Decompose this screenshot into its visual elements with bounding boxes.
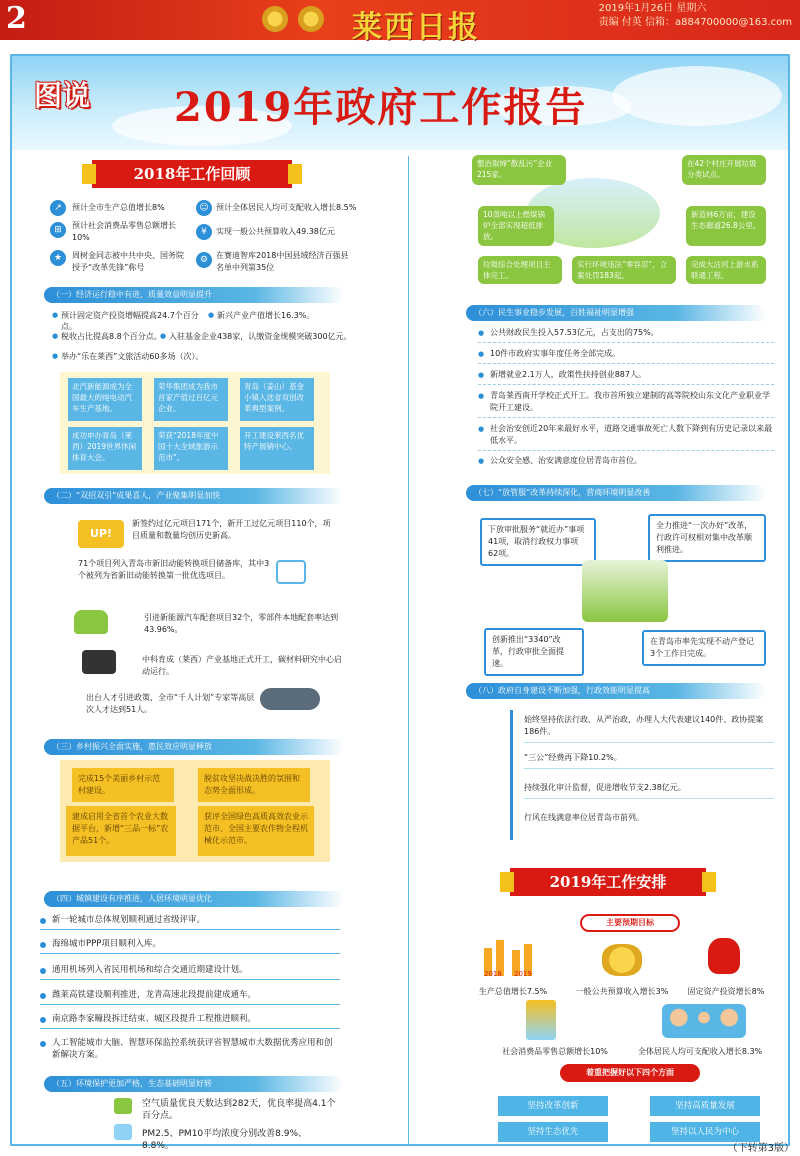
focus-item: 坚持以人民为中心 xyxy=(650,1122,760,1142)
editor-line: 责编 付英 信箱：a884700000@163.com xyxy=(598,17,792,28)
review-ribbon: 2018年工作回顾 xyxy=(92,160,292,188)
air-icon xyxy=(114,1098,132,1114)
village-tile: 建成启用全省首个农业大数据平台，新增“三品一标”农产品51个。 xyxy=(66,806,176,856)
achievement-tile: 青岛（姜山）基金小镇入选省双创改革典型案例。 xyxy=(240,378,314,421)
section-4-header: （四）城镇建设有序推进，人居环境明显优化 xyxy=(44,891,344,907)
reform-bubble: 全力推进“一次办好”改革，行政许可权相对集中改革顺利推进。 xyxy=(648,514,766,562)
highlight-item: 预计全市生产总值增长8% xyxy=(72,203,165,212)
page-number: 2 xyxy=(6,1,27,36)
village-tile: 脱贫攻坚决战决胜的氛围和态势全面形成。 xyxy=(198,768,310,802)
talent-icon xyxy=(260,688,320,710)
section-4-item: 南京路李家疃段拆迁结束、城区段提升工程推进顺利。 xyxy=(40,1011,340,1029)
service-illustration xyxy=(582,560,668,622)
section-4-item: 海绵城市PPP项目顺利入库。 xyxy=(40,936,340,954)
plan-ribbon: 2019年工作安排 xyxy=(510,868,706,896)
section-6-item: ● 新增就业2.1万人，政策性扶持创业887人。 xyxy=(478,366,774,385)
section-2-item: 出台人才引进政策，全市“千人计划”专家等高层次人才达到51人。 xyxy=(86,693,255,714)
section-1-bullet: ● 预计固定资产投资增幅提高24.7个百分点。 xyxy=(52,310,202,332)
section-1-bullet: ● 举办“乐在莱西”文旅活动60多场（次）。 xyxy=(52,351,272,362)
section-6-header: （六）民生事业稳步发展，百姓福祉明显增强 xyxy=(466,305,766,321)
continued-note: （下转第3版） xyxy=(727,1143,794,1154)
up-icon: UP! xyxy=(78,520,124,548)
reform-bubble: 下放审批服务“就近办”事项41项，取消行政权力事项62项。 xyxy=(480,518,596,566)
section-6-item: ● 公共财政民生投入57.53亿元，占支出的75%。 xyxy=(478,324,774,343)
targets-tag: 主要预期目标 xyxy=(580,914,680,932)
emblem-icon xyxy=(262,6,288,32)
section-8-item: 行风在线满意率位居青岛市前列。 xyxy=(524,813,644,822)
chart-year: 2019 xyxy=(514,970,532,978)
highlight-item: 周树金同志被中共中央、国务院授予“改革先锋”称号 xyxy=(72,251,184,272)
chart-icon: ↗ xyxy=(50,200,66,216)
masthead xyxy=(0,0,800,45)
section-5-item: 空气质量优良天数达到282天，优良率提高4.1个百分点。 xyxy=(142,1099,336,1121)
section-1-bullet: ● 新兴产业产值增长16.3%。 xyxy=(208,310,348,321)
section-6-item: ● 社会治安创近20年来最好水平，道路交通事故死亡人数下降到有历史记录以来最低水平。 xyxy=(478,420,774,451)
issue-date: 2019年1月26日 星期六 xyxy=(598,3,707,14)
section-5-item: PM2.5、PM10平均浓度分别改善8.9%、8.8%。 xyxy=(142,1129,308,1151)
banner-tag: 图说 xyxy=(34,79,91,112)
highlight-item: 实现一般公共预算收入49.38亿元 xyxy=(216,227,335,236)
section-6-item: ● 10件市政府实事年度任务全部完成。 xyxy=(478,345,774,364)
section-6-item: ● 公众安全感、治安满意度位居青岛市首位。 xyxy=(478,452,774,470)
section-2-item: 引进新能源汽车配套项目32个，零部件本地配套率达到43.96%。 xyxy=(144,613,339,634)
section-2-item: 71个项目列入青岛市新旧动能转换项目储备库，其中3个被列为省新旧动能转换第一批优选项目。 xyxy=(78,559,270,580)
car-icon xyxy=(74,610,108,634)
focus-item: 坚持改革创新 xyxy=(498,1096,608,1116)
money-bag-icon xyxy=(708,938,740,974)
focus-item: 坚持高质量发展 xyxy=(650,1096,760,1116)
section-8-item: 持续强化审计监督，促进增收节支2.38亿元。 xyxy=(524,782,774,799)
section-6-item: ● 青岛莱西南开学校正式开工。我市首所独立建制的高等院校山东文化产业职业学院开工建设。 xyxy=(478,387,774,418)
coin-icon: ¥ xyxy=(196,224,212,240)
section-4-item: 通用机场列入省民用机场和综合交通近期建设计划。 xyxy=(40,962,340,980)
transform-icon xyxy=(276,560,306,584)
section-4-item: 新一轮城市总体规划顺利通过省级评审。 xyxy=(40,912,340,930)
target-label: 一般公共预算收入增长3% xyxy=(575,987,669,996)
title-banner xyxy=(12,56,788,150)
page-title: 2019年政府工作报告 xyxy=(174,84,588,131)
medal-icon: ★ xyxy=(50,250,66,266)
section-8-header: （八）政府自身建设不断加强，行政效能明显提高 xyxy=(466,683,766,699)
focus-tag: 着重把握好以下四个方面 xyxy=(560,1064,700,1082)
reform-bubble: 在青岛市率先实现不动产登记3个工作日完成。 xyxy=(642,630,766,666)
achievement-tile: 荣华集团成为我市首家产值过百亿元企业。 xyxy=(154,378,228,421)
target-label: 社会消费品零售总额增长10% xyxy=(502,1047,608,1056)
section-2-item: 中科育成（莱西）产业基地正式开工，碳材料研究中心启动运行。 xyxy=(142,655,342,676)
highlight-item: 预计社会消费品零售总额增长10% xyxy=(72,221,176,242)
achievement-tile: 成功申办青岛（莱西）2019世界休闲体育大会。 xyxy=(68,427,142,470)
section-5-header: （五）环境保护更加严格，生态基础明显好转 xyxy=(44,1076,344,1092)
eco-tile: 整治取缔“散乱污”企业215家。 xyxy=(472,155,566,185)
focus-item: 坚持生态优先 xyxy=(498,1122,608,1142)
highlight-item: 预计全体居民人均可支配收入增长8.5% xyxy=(216,203,357,212)
pm-icon xyxy=(114,1124,132,1140)
masthead-info xyxy=(599,2,792,30)
section-8-item: “三公”经费再下降10.2%。 xyxy=(524,752,774,769)
target-label: 固定资产投资增长8% xyxy=(687,987,765,996)
section-7-header: （七）“放管服”改革持续深化，营商环境明显改善 xyxy=(466,485,766,501)
section-3-header: （三）乡村振兴全面实施，惠民效应明显释放 xyxy=(44,739,344,755)
section-1-header: （一）经济运行稳中有进，质量效益明显提升 xyxy=(44,287,344,303)
people-icon: ☺ xyxy=(196,200,212,216)
eco-tile: 垃圾综合处理项目主体完工。 xyxy=(478,256,562,284)
party-emblem-icon xyxy=(298,6,324,32)
eco-tile: 在42个村庄开展垃圾分类试点。 xyxy=(682,155,766,185)
section-1-bullet: ● 税收占比提高8.8个百分点。 xyxy=(52,331,172,342)
material-icon xyxy=(82,650,116,674)
page-frame xyxy=(10,54,790,1146)
paper-name: 莱西日报 xyxy=(352,10,480,45)
section-2-item: 新签约过亿元项目171个，新开工过亿元项目110个，项目质量和数量均创历史新高。 xyxy=(132,519,331,540)
eco-tile: 完成大沽河上游水系联通工程。 xyxy=(686,256,766,284)
achievement-tile: 开工建设莱西名优特产展销中心。 xyxy=(240,427,314,470)
eco-tile: 新造林6万亩，建设生态廊道26.8公里。 xyxy=(686,206,766,246)
village-tile: 获评全国绿色高质高效农业示范市、全国主要农作物全程机械化示范市。 xyxy=(198,806,314,856)
achievement-tile: 北汽新能源成为全国最大的纯电动汽车生产基地。 xyxy=(68,378,142,421)
chart-year: 2018 xyxy=(484,970,502,978)
reform-bubble: 创新推出“3340”改革，行政审批全面提速。 xyxy=(484,628,584,676)
shop-icon xyxy=(526,1000,556,1040)
cart-icon: ⊞ xyxy=(50,222,66,238)
target-label: 生产总值增长7.5% xyxy=(478,987,548,996)
coins-icon xyxy=(602,944,642,976)
achievement-tile: 荣获“2018年度中国十大全域旅游示范市”。 xyxy=(154,427,228,470)
gear-icon: ⚙ xyxy=(196,252,212,268)
section-4-item: 人工智能城市大脑、智慧环保监控系统获评省智慧城市大数据优秀应用和创新解决方案。 xyxy=(40,1035,340,1064)
eco-tile: 实行环境违法“零容忍”，立案处罚183起。 xyxy=(572,256,676,284)
eco-tile: 10蒸吨以上燃煤锅炉全部实现超低排放。 xyxy=(478,206,554,246)
section-4-item: 潍莱高铁建设顺利推进，龙青高速北段提前建成通车。 xyxy=(40,987,340,1005)
section-2-header: （二）“双招双引”成果喜人，产业聚集明显加快 xyxy=(44,488,344,504)
village-tile: 完成15个美丽乡村示范村建设。 xyxy=(72,768,174,802)
column-divider xyxy=(408,156,409,1146)
section-8-item: 始终坚持依法行政、从严治政，办理人大代表建议140件、政协提案186件。 xyxy=(524,714,774,743)
people-crowd-icon xyxy=(662,1004,746,1038)
highlight-item: 在赛迪智库2018中国县域经济百强县名单中列第35位 xyxy=(216,251,349,272)
section-1-bullet: ● 入驻基金企业438家，认缴资金规模突破300亿元。 xyxy=(160,331,360,342)
target-label: 全体居民人均可支配收入增长8.3% xyxy=(637,1047,763,1056)
